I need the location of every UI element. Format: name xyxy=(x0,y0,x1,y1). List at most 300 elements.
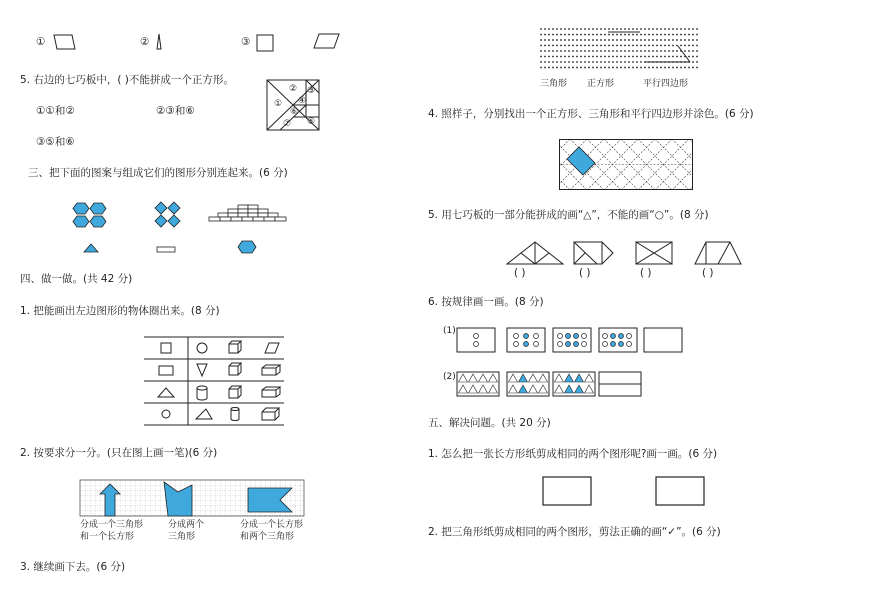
grid-dot xyxy=(656,67,658,69)
grid-dot xyxy=(600,67,602,69)
grid-dot xyxy=(664,34,666,36)
tangram-figure-4 xyxy=(694,241,742,265)
grid-dot xyxy=(612,50,614,52)
pattern-triangle xyxy=(539,374,548,382)
grid-dot xyxy=(668,39,670,41)
grid-dot xyxy=(564,34,566,36)
q6-label-1: (1) xyxy=(443,326,456,336)
grid-panel xyxy=(80,480,304,516)
grid-dot xyxy=(552,28,554,30)
grid-dot xyxy=(596,56,598,58)
grid-dot xyxy=(548,61,550,63)
grid-dot xyxy=(664,50,666,52)
grid-dot xyxy=(544,45,546,47)
grid-dot xyxy=(620,50,622,52)
grid-dot xyxy=(660,56,662,58)
hexagon-pattern xyxy=(72,202,112,228)
pattern-triangle xyxy=(519,374,528,382)
grid-dot xyxy=(696,39,698,41)
grid-dot xyxy=(604,34,606,36)
q1-text: 1. 把能画出左边图形的物体圈出来。(8 分) xyxy=(20,305,220,317)
pattern-triangle xyxy=(529,385,538,393)
grid-dot xyxy=(620,45,622,47)
pattern-triangle xyxy=(575,374,584,382)
grid-dot xyxy=(624,45,626,47)
grid-dot xyxy=(624,28,626,30)
grid-dot xyxy=(696,67,698,69)
grid-dot xyxy=(604,45,606,47)
grid-dot xyxy=(644,50,646,52)
grid-dot xyxy=(672,39,674,41)
rectangle-piece xyxy=(156,246,176,253)
grid-dot xyxy=(612,56,614,58)
q2-label-1a: 分成一个三角形 xyxy=(80,520,144,530)
grid-dot xyxy=(568,45,570,47)
grid-dot xyxy=(604,39,606,41)
grid-dot xyxy=(592,67,594,69)
grid-dot xyxy=(584,56,586,58)
grid-dot xyxy=(640,61,642,63)
grid-dot xyxy=(552,50,554,52)
q2-label-3a: 分成一个长方形 xyxy=(240,520,304,530)
grid-dot xyxy=(560,39,562,41)
tangram-num-2: ② xyxy=(289,84,298,94)
grid-dot xyxy=(692,67,694,69)
tangram-num-1: ① xyxy=(274,99,283,109)
grid-dot xyxy=(588,34,590,36)
pattern-triangle xyxy=(509,385,518,393)
grid-dot xyxy=(608,34,610,36)
grid-dot xyxy=(548,45,550,47)
grid-dot xyxy=(628,50,630,52)
parallelogram-shape-2 xyxy=(313,33,341,49)
grid-dot xyxy=(640,56,642,58)
grid-dot xyxy=(544,56,546,58)
grid-dot xyxy=(568,50,570,52)
grid-dot xyxy=(692,50,694,52)
grid-dot xyxy=(672,34,674,36)
square-shape xyxy=(256,34,274,52)
grid-dot xyxy=(588,28,590,30)
grid-dot xyxy=(572,34,574,36)
pattern-triangle xyxy=(575,385,584,393)
grid-dot xyxy=(632,34,634,36)
brick-pyramid-pattern xyxy=(208,204,288,224)
grid-dot xyxy=(600,45,602,47)
grid-dot xyxy=(660,34,662,36)
grid-dot xyxy=(592,50,594,52)
tangram-num-3: ③ xyxy=(307,86,316,96)
grid-dot xyxy=(628,39,630,41)
grid-dot xyxy=(600,34,602,36)
pattern-triangle xyxy=(479,374,488,382)
grid-dot xyxy=(616,34,618,36)
grid-dot xyxy=(588,61,590,63)
grid-dot xyxy=(680,67,682,69)
paren-4: ( ) xyxy=(702,267,714,279)
grid-dot xyxy=(584,61,586,63)
section-5-heading: 五、解决问题。(共 20 分) xyxy=(428,417,551,429)
pattern-triangle xyxy=(489,374,498,382)
q5r-text: 5. 用七巧板的一部分能拼成的画“△”，不能的画“○”。(8 分) xyxy=(428,209,709,221)
section-3-heading: 三、把下面的图案与组成它们的图形分别连起来。(6 分) xyxy=(28,167,288,179)
grid-dot xyxy=(556,34,558,36)
grid-dot xyxy=(592,34,594,36)
diamond-lattice xyxy=(559,139,693,190)
thin-triangle-shape xyxy=(155,33,163,51)
grid-dot xyxy=(600,28,602,30)
grid-dot xyxy=(548,34,550,36)
triangle-piece xyxy=(83,243,99,253)
grid-dot xyxy=(544,34,546,36)
pattern-triangle xyxy=(529,374,538,382)
grid-dot xyxy=(592,56,594,58)
grid-dot xyxy=(620,39,622,41)
grid-dot xyxy=(608,45,610,47)
hexagon-piece xyxy=(237,240,257,254)
grid-dot xyxy=(656,45,658,47)
grid-dot xyxy=(672,45,674,47)
grid-dot xyxy=(588,56,590,58)
grid-dot xyxy=(572,56,574,58)
grid-dot xyxy=(612,34,614,36)
paren-3: ( ) xyxy=(640,267,652,279)
grid-dot xyxy=(548,50,550,52)
q5-text: 5. 右边的七巧板中，( )不能拼成一个正方形。 xyxy=(20,74,234,86)
grid-dot xyxy=(560,34,562,36)
grid-dot xyxy=(616,39,618,41)
q6-label-2: (2) xyxy=(443,372,456,382)
tangram-num-4: ④ xyxy=(298,96,307,106)
grid-dot xyxy=(556,61,558,63)
grid-dot xyxy=(672,28,674,30)
grid-dot xyxy=(696,61,698,63)
rectangle-paper-1 xyxy=(542,476,592,506)
grid-dot xyxy=(572,28,574,30)
grid-dot xyxy=(596,50,598,52)
grid-dot xyxy=(540,50,542,52)
grid-dot xyxy=(620,28,622,30)
grid-dot xyxy=(688,39,690,41)
grid-dot xyxy=(664,28,666,30)
grid-dot xyxy=(668,34,670,36)
grid-dot xyxy=(636,34,638,36)
grid-dot xyxy=(660,67,662,69)
pattern-triangle xyxy=(509,374,518,382)
grid-dot xyxy=(664,39,666,41)
grid-dot xyxy=(576,28,578,30)
tangram-num-7: ⑦ xyxy=(283,119,292,129)
grid-dot xyxy=(676,67,678,69)
grid-dot xyxy=(604,61,606,63)
paren-1: ( ) xyxy=(514,267,526,279)
grid-dot xyxy=(596,39,598,41)
grid-dot xyxy=(544,61,546,63)
grid-dot xyxy=(572,67,574,69)
grid-dot xyxy=(660,39,662,41)
grid-dot xyxy=(592,39,594,41)
grid-dot xyxy=(640,45,642,47)
grid-dot xyxy=(584,28,586,30)
tangram-num-6: ⑥ xyxy=(290,107,299,117)
grid-dot xyxy=(684,34,686,36)
parallelogram-shape-1 xyxy=(52,34,76,50)
dot-label-triangle: 三角形 xyxy=(540,79,568,89)
grid-dot xyxy=(644,45,646,47)
grid-dot xyxy=(604,50,606,52)
grid-dot xyxy=(680,34,682,36)
grid-dot xyxy=(548,39,550,41)
grid-dot xyxy=(692,56,694,58)
grid-dot xyxy=(668,50,670,52)
grid-dot xyxy=(572,39,574,41)
grid-dot xyxy=(652,45,654,47)
grid-dot xyxy=(564,28,566,30)
grid-dot xyxy=(608,61,610,63)
paren-2: ( ) xyxy=(579,267,591,279)
section-4-heading: 四、做一做。(共 42 分) xyxy=(20,273,133,285)
grid-dot xyxy=(628,45,630,47)
option-2-label: ② xyxy=(140,36,150,48)
grid-dot xyxy=(684,50,686,52)
grid-dot xyxy=(636,39,638,41)
grid-dot xyxy=(596,61,598,63)
grid-dot xyxy=(668,67,670,69)
grid-dot xyxy=(548,28,550,30)
pattern-triangle xyxy=(459,374,468,382)
grid-dot xyxy=(680,39,682,41)
grid-dot xyxy=(668,45,670,47)
grid-dot xyxy=(560,45,562,47)
grid-dot xyxy=(680,28,682,30)
grid-dot xyxy=(568,34,570,36)
rectangle-paper-2 xyxy=(655,476,705,506)
grid-dot xyxy=(652,34,654,36)
pattern-triangle xyxy=(459,385,468,393)
q6-text: 6. 按规律画一画。(8 分) xyxy=(428,296,544,308)
grid-dot xyxy=(624,61,626,63)
grid-dot xyxy=(628,67,630,69)
grid-dot xyxy=(644,67,646,69)
grid-dot xyxy=(692,45,694,47)
grid-dot xyxy=(556,56,558,58)
grid-dot xyxy=(568,67,570,69)
grid-dot xyxy=(664,45,666,47)
grid-dot xyxy=(696,50,698,52)
grid-dot xyxy=(572,61,574,63)
grid-dot xyxy=(608,56,610,58)
grid-dot xyxy=(620,67,622,69)
grid-dot xyxy=(688,45,690,47)
grid-dot xyxy=(644,39,646,41)
option-3-label: ③ xyxy=(241,36,251,48)
grid-dot xyxy=(612,39,614,41)
grid-dot xyxy=(540,34,542,36)
grid-dot xyxy=(680,45,682,47)
grid-dot xyxy=(584,39,586,41)
grid-dot xyxy=(576,50,578,52)
grid-dot xyxy=(632,50,634,52)
grid-dot xyxy=(696,45,698,47)
grid-dot xyxy=(688,50,690,52)
grid-dot xyxy=(624,67,626,69)
grid-dot xyxy=(576,45,578,47)
grid-dot xyxy=(600,39,602,41)
grid-dot xyxy=(596,34,598,36)
grid-dot xyxy=(560,67,562,69)
grid-dot xyxy=(576,39,578,41)
grid-dot xyxy=(604,28,606,30)
grid-dot xyxy=(632,61,634,63)
grid-dot xyxy=(556,39,558,41)
grid-dot xyxy=(660,45,662,47)
grid-dot xyxy=(688,56,690,58)
grid-dot xyxy=(584,67,586,69)
grid-dot xyxy=(544,39,546,41)
grid-dot xyxy=(580,67,582,69)
q5-option-a: ①①和② xyxy=(36,105,75,117)
grid-dot xyxy=(648,67,650,69)
grid-dot xyxy=(568,39,570,41)
grid-dot xyxy=(548,67,550,69)
option-1-label: ① xyxy=(36,36,46,48)
grid-dot xyxy=(656,34,658,36)
q5-option-c: ③⑤和⑥ xyxy=(36,136,75,148)
tangram-figure-3 xyxy=(635,241,673,265)
grid-dot xyxy=(636,50,638,52)
grid-dot xyxy=(656,56,658,58)
dot-label-parallelogram: 平行四边形 xyxy=(643,79,689,89)
grid-dot xyxy=(636,45,638,47)
grid-dot xyxy=(552,56,554,58)
grid-dot xyxy=(548,56,550,58)
grid-dot xyxy=(648,45,650,47)
grid-dot xyxy=(636,28,638,30)
grid-dot xyxy=(692,39,694,41)
grid-dot xyxy=(636,61,638,63)
grid-dot xyxy=(660,50,662,52)
grid-dot xyxy=(684,45,686,47)
grid-dot xyxy=(688,28,690,30)
grid-dot xyxy=(648,28,650,30)
pattern-triangle xyxy=(489,385,498,393)
grid-dot xyxy=(580,50,582,52)
grid-dot xyxy=(632,28,634,30)
dot-label-square: 正方形 xyxy=(587,79,615,89)
grid-dot xyxy=(592,45,594,47)
grid-dot xyxy=(624,39,626,41)
grid-dot xyxy=(540,28,542,30)
grid-dot xyxy=(628,34,630,36)
grid-dot xyxy=(608,28,610,30)
grid-dot xyxy=(676,39,678,41)
grid-dot xyxy=(616,61,618,63)
q4-text: 4. 照样子，分别找出一个正方形、三角形和平行四边形并涂色。(6 分) xyxy=(428,108,754,120)
grid-dot xyxy=(652,39,654,41)
grid-dot xyxy=(564,56,566,58)
tangram-figure-1 xyxy=(506,241,564,265)
grid-dot xyxy=(608,39,610,41)
p2-text: 2. 把三角形纸剪成相同的两个图形，剪法正确的画“✓”。(6 分) xyxy=(428,526,721,538)
grid-dot xyxy=(572,50,574,52)
grid-dot xyxy=(660,28,662,30)
grid-dot xyxy=(556,50,558,52)
grid-dot xyxy=(648,50,650,52)
grid-dot xyxy=(540,39,542,41)
grid-dot xyxy=(544,28,546,30)
grid-dot xyxy=(692,61,694,63)
grid-dot xyxy=(672,56,674,58)
grid-dot xyxy=(600,61,602,63)
grid-dot xyxy=(688,34,690,36)
grid-dot xyxy=(632,45,634,47)
grid-dot xyxy=(676,34,678,36)
grid-dot xyxy=(628,56,630,58)
pattern-row-2 xyxy=(456,371,686,397)
grid-dot xyxy=(656,28,658,30)
grid-dot xyxy=(552,34,554,36)
pattern-row-1 xyxy=(456,327,686,353)
grid-dot xyxy=(680,56,682,58)
grid-dot xyxy=(568,28,570,30)
grid-dot xyxy=(628,61,630,63)
grid-dot xyxy=(600,50,602,52)
grid-dot xyxy=(676,50,678,52)
grid-dot xyxy=(668,56,670,58)
grid-dot xyxy=(668,28,670,30)
grid-dot xyxy=(580,39,582,41)
tangram-figure-2 xyxy=(572,241,614,265)
grid-dot xyxy=(648,34,650,36)
grid-dot xyxy=(684,67,686,69)
grid-dot xyxy=(580,45,582,47)
grid-dot xyxy=(636,67,638,69)
grid-dot xyxy=(588,39,590,41)
grid-dot xyxy=(584,34,586,36)
grid-dot xyxy=(696,34,698,36)
q2-label-1b: 和一个长方形 xyxy=(80,532,135,542)
grid-dot xyxy=(684,28,686,30)
grid-dot xyxy=(692,34,694,36)
pattern-triangle xyxy=(565,374,574,382)
grid-dot xyxy=(692,28,694,30)
grid-dot xyxy=(540,67,542,69)
grid-dot xyxy=(612,61,614,63)
grid-dot xyxy=(696,56,698,58)
grid-dot xyxy=(584,50,586,52)
grid-dot xyxy=(644,34,646,36)
grid-dot xyxy=(604,56,606,58)
grid-dot xyxy=(640,67,642,69)
grid-dot xyxy=(588,50,590,52)
grid-dot xyxy=(640,28,642,30)
grid-dot xyxy=(696,28,698,30)
grid-dot xyxy=(552,39,554,41)
grid-dot xyxy=(580,56,582,58)
grid-dot xyxy=(560,56,562,58)
grid-dot xyxy=(560,28,562,30)
grid-dot xyxy=(584,45,586,47)
grid-dot xyxy=(644,56,646,58)
grid-dot xyxy=(624,56,626,58)
grid-dot xyxy=(636,56,638,58)
grid-dot xyxy=(564,50,566,52)
q2-label-3b: 和两个三角形 xyxy=(240,532,295,542)
grid-dot xyxy=(556,67,558,69)
grid-dot xyxy=(664,56,666,58)
grid-dot xyxy=(608,50,610,52)
grid-dot xyxy=(540,56,542,58)
